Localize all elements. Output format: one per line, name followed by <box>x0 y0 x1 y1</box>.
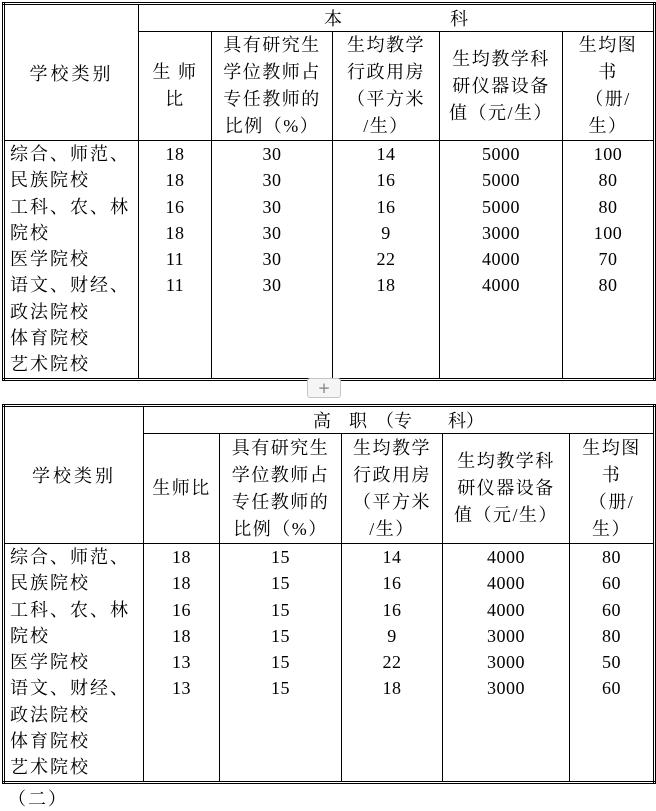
table-body-row <box>4 141 655 380</box>
value-line: 30 <box>262 196 282 217</box>
value-line <box>570 702 653 728</box>
header-line: 学位教师占 <box>231 464 330 485</box>
value-cell-graduate-degree-teacher-pct <box>212 141 333 380</box>
category-cell <box>4 544 144 783</box>
category-line: 艺术院校 <box>10 354 90 375</box>
header-line: 生均教学 <box>353 437 431 458</box>
header-line: 生均图 <box>582 437 641 458</box>
value-line: 18 <box>172 573 191 594</box>
value-line <box>570 728 653 754</box>
value-line <box>563 325 653 351</box>
value-line <box>563 299 653 325</box>
value-line: 15 <box>271 678 290 699</box>
value-line: 9 <box>381 222 391 243</box>
value-line: 18 <box>172 625 191 646</box>
category-column-header: 学校类别 <box>4 406 144 544</box>
value-cell-equipment-value <box>443 544 570 783</box>
value-line: 60 <box>602 678 622 699</box>
value-line: 3000 <box>487 652 525 673</box>
value-cell-graduate-degree-teacher-pct <box>220 544 342 783</box>
undergraduate-standards-table <box>2 2 656 381</box>
value-line: 15 <box>271 599 290 620</box>
value-line: 80 <box>598 196 618 217</box>
value-line: 4000 <box>482 275 520 296</box>
value-line <box>220 702 341 728</box>
value-line <box>220 728 341 754</box>
value-line: 30 <box>262 275 282 296</box>
header-line: （平方米 <box>353 491 431 512</box>
header-line: 书 <box>601 464 622 485</box>
value-cell-equipment-value <box>440 141 563 380</box>
value-line <box>563 351 653 377</box>
value-line: 80 <box>598 275 618 296</box>
value-line <box>139 351 211 377</box>
header-line: 生） <box>592 518 632 539</box>
value-line <box>440 351 562 377</box>
value-line: 13 <box>172 678 191 699</box>
value-line <box>220 754 341 780</box>
value-line: 16 <box>165 196 185 217</box>
value-line: 4000 <box>482 249 520 270</box>
value-line: 16 <box>382 599 402 620</box>
value-line <box>212 325 332 351</box>
category-line: 综合、师范、 <box>10 547 130 567</box>
value-line: 30 <box>262 222 282 243</box>
value-line <box>342 702 442 728</box>
category-line: 医学院校 <box>10 652 90 673</box>
value-line: 60 <box>602 599 622 620</box>
category-line: 医学院校 <box>10 249 90 270</box>
header-line: 研仪器设备 <box>457 478 555 498</box>
value-line: 100 <box>593 222 623 243</box>
value-cell-teaching-admin-space <box>342 544 443 783</box>
value-line: 15 <box>271 652 290 673</box>
table-body-row <box>4 544 655 783</box>
value-line <box>342 754 442 780</box>
header-line: /生） <box>369 518 415 539</box>
header-line: 行政用房 <box>347 62 425 82</box>
header-line: 研仪器设备 <box>452 75 550 96</box>
value-line: 50 <box>602 652 622 673</box>
header-line: 具有研究生 <box>231 437 330 458</box>
column-header-teaching-admin-space <box>342 434 443 544</box>
value-line: 11 <box>165 249 185 270</box>
column-header-equipment-value <box>440 32 563 141</box>
value-line: 18 <box>165 222 185 243</box>
header-line: /生） <box>363 116 409 136</box>
value-cell-books-per-student <box>570 544 655 783</box>
section-title-undergraduate: 本 科 <box>139 4 655 32</box>
value-cell-student-teacher-ratio <box>139 141 212 380</box>
header-line: 生均教学科 <box>457 451 555 471</box>
header-line: 值（元/生） <box>448 102 553 123</box>
value-cell-student-teacher-ratio <box>144 544 220 783</box>
header-line: 比 <box>165 89 185 109</box>
value-line: 30 <box>262 249 282 270</box>
header-line: 具有研究生 <box>223 35 321 55</box>
value-line: 80 <box>598 170 618 191</box>
value-line: 80 <box>602 547 622 567</box>
section-title-vocational: 高 职 （专 科） <box>144 406 655 434</box>
value-line: 5000 <box>482 196 520 217</box>
value-line: 22 <box>382 652 402 673</box>
header-line: 生均教学 <box>347 35 425 55</box>
category-line: 综合、师范、 <box>10 144 130 164</box>
category-line: 工科、农、林 <box>10 599 130 620</box>
header-line: 比例（%） <box>224 116 320 136</box>
value-line: 18 <box>382 678 402 699</box>
value-line: 3000 <box>487 678 525 699</box>
category-line: 体育院校 <box>10 731 90 752</box>
value-line: 60 <box>602 573 622 594</box>
header-line: 专任教师的 <box>231 491 330 512</box>
insert-table-row-button[interactable] <box>307 378 341 398</box>
category-line: 民族院校 <box>10 573 90 594</box>
column-header-books-per-student <box>570 434 655 544</box>
category-column-header: 学校类别 <box>4 4 139 141</box>
value-line: 15 <box>271 573 290 594</box>
category-cell <box>4 141 139 380</box>
value-line <box>443 702 569 728</box>
category-line: 院校 <box>10 222 50 243</box>
value-line <box>144 754 219 780</box>
value-line: 15 <box>271 547 290 567</box>
category-line: 语文、财经、 <box>10 275 130 296</box>
value-line: 11 <box>165 275 185 296</box>
value-line: 30 <box>262 170 282 191</box>
clipped-next-section-text: （二） <box>8 789 68 809</box>
value-line: 14 <box>376 144 396 164</box>
header-line: 书 <box>598 62 618 82</box>
value-cell-books-per-student <box>563 141 655 380</box>
value-line: 16 <box>382 573 402 594</box>
value-line: 4000 <box>487 547 525 567</box>
column-header-books-per-student <box>563 32 655 141</box>
value-line: 3000 <box>482 222 520 243</box>
category-line: 政法院校 <box>10 704 90 725</box>
value-line: 13 <box>172 652 191 673</box>
value-line: 5000 <box>482 170 520 191</box>
value-line <box>333 351 439 377</box>
value-line: 4000 <box>487 599 525 620</box>
value-line: 16 <box>172 599 191 620</box>
value-line <box>144 702 219 728</box>
value-line: 100 <box>593 144 623 164</box>
value-line <box>440 299 562 325</box>
value-line: 14 <box>382 547 402 567</box>
value-line <box>144 728 219 754</box>
value-line: 16 <box>376 196 396 217</box>
category-line: 政法院校 <box>10 301 90 322</box>
plus-icon: + <box>317 378 331 397</box>
header-line: 值（元/生） <box>453 505 558 525</box>
value-line <box>443 754 569 780</box>
category-line: 体育院校 <box>10 328 90 349</box>
value-line: 70 <box>598 249 618 270</box>
value-line <box>342 728 442 754</box>
header-line: 比例（%） <box>233 518 328 539</box>
value-line: 80 <box>602 625 622 646</box>
header-line: 学位教师占 <box>223 62 321 82</box>
header-line: 生均图 <box>578 35 638 55</box>
value-line: 3000 <box>487 625 525 646</box>
value-line: 22 <box>376 249 396 270</box>
value-cell-teaching-admin-space <box>333 141 440 380</box>
column-header-equipment-value <box>443 434 570 544</box>
value-line: 18 <box>165 144 185 164</box>
category-line: 工科、农、林 <box>10 196 130 217</box>
header-line: （平方米 <box>347 89 425 109</box>
value-line: 5000 <box>482 144 520 164</box>
value-line <box>333 325 439 351</box>
category-line: 民族院校 <box>10 170 90 191</box>
header-line: （册/ <box>585 89 631 109</box>
category-line: 语文、财经、 <box>10 678 130 699</box>
column-header-student-teacher-ratio <box>139 32 212 141</box>
vocational-standards-table <box>2 404 656 784</box>
value-line <box>443 728 569 754</box>
value-line: 9 <box>387 625 397 646</box>
value-line <box>212 351 332 377</box>
value-line <box>440 325 562 351</box>
value-line: 16 <box>376 170 396 191</box>
value-line: 18 <box>376 275 396 296</box>
header-line: 行政用房 <box>353 464 431 485</box>
header-line: 生 师 <box>152 62 198 82</box>
category-line: 院校 <box>10 625 50 646</box>
header-line: （册/ <box>588 491 635 512</box>
value-line: 30 <box>262 144 282 164</box>
column-header-graduate-degree-teacher-pct <box>220 434 342 544</box>
value-line: 18 <box>172 547 191 567</box>
header-line: 生） <box>588 116 628 136</box>
header-line: 生师比 <box>152 478 211 498</box>
value-line <box>139 325 211 351</box>
column-header-teaching-admin-space <box>333 32 440 141</box>
header-line: 生均教学科 <box>452 48 550 69</box>
column-header-graduate-degree-teacher-pct <box>212 32 333 141</box>
column-header-student-teacher-ratio <box>144 434 220 544</box>
value-line <box>570 754 653 780</box>
value-line: 18 <box>165 170 185 191</box>
value-line <box>139 299 211 325</box>
value-line: 15 <box>271 625 290 646</box>
value-line <box>212 299 332 325</box>
value-line: 4000 <box>487 573 525 594</box>
header-line: 专任教师的 <box>223 89 321 109</box>
value-line <box>333 299 439 325</box>
category-line: 艺术院校 <box>10 757 90 778</box>
